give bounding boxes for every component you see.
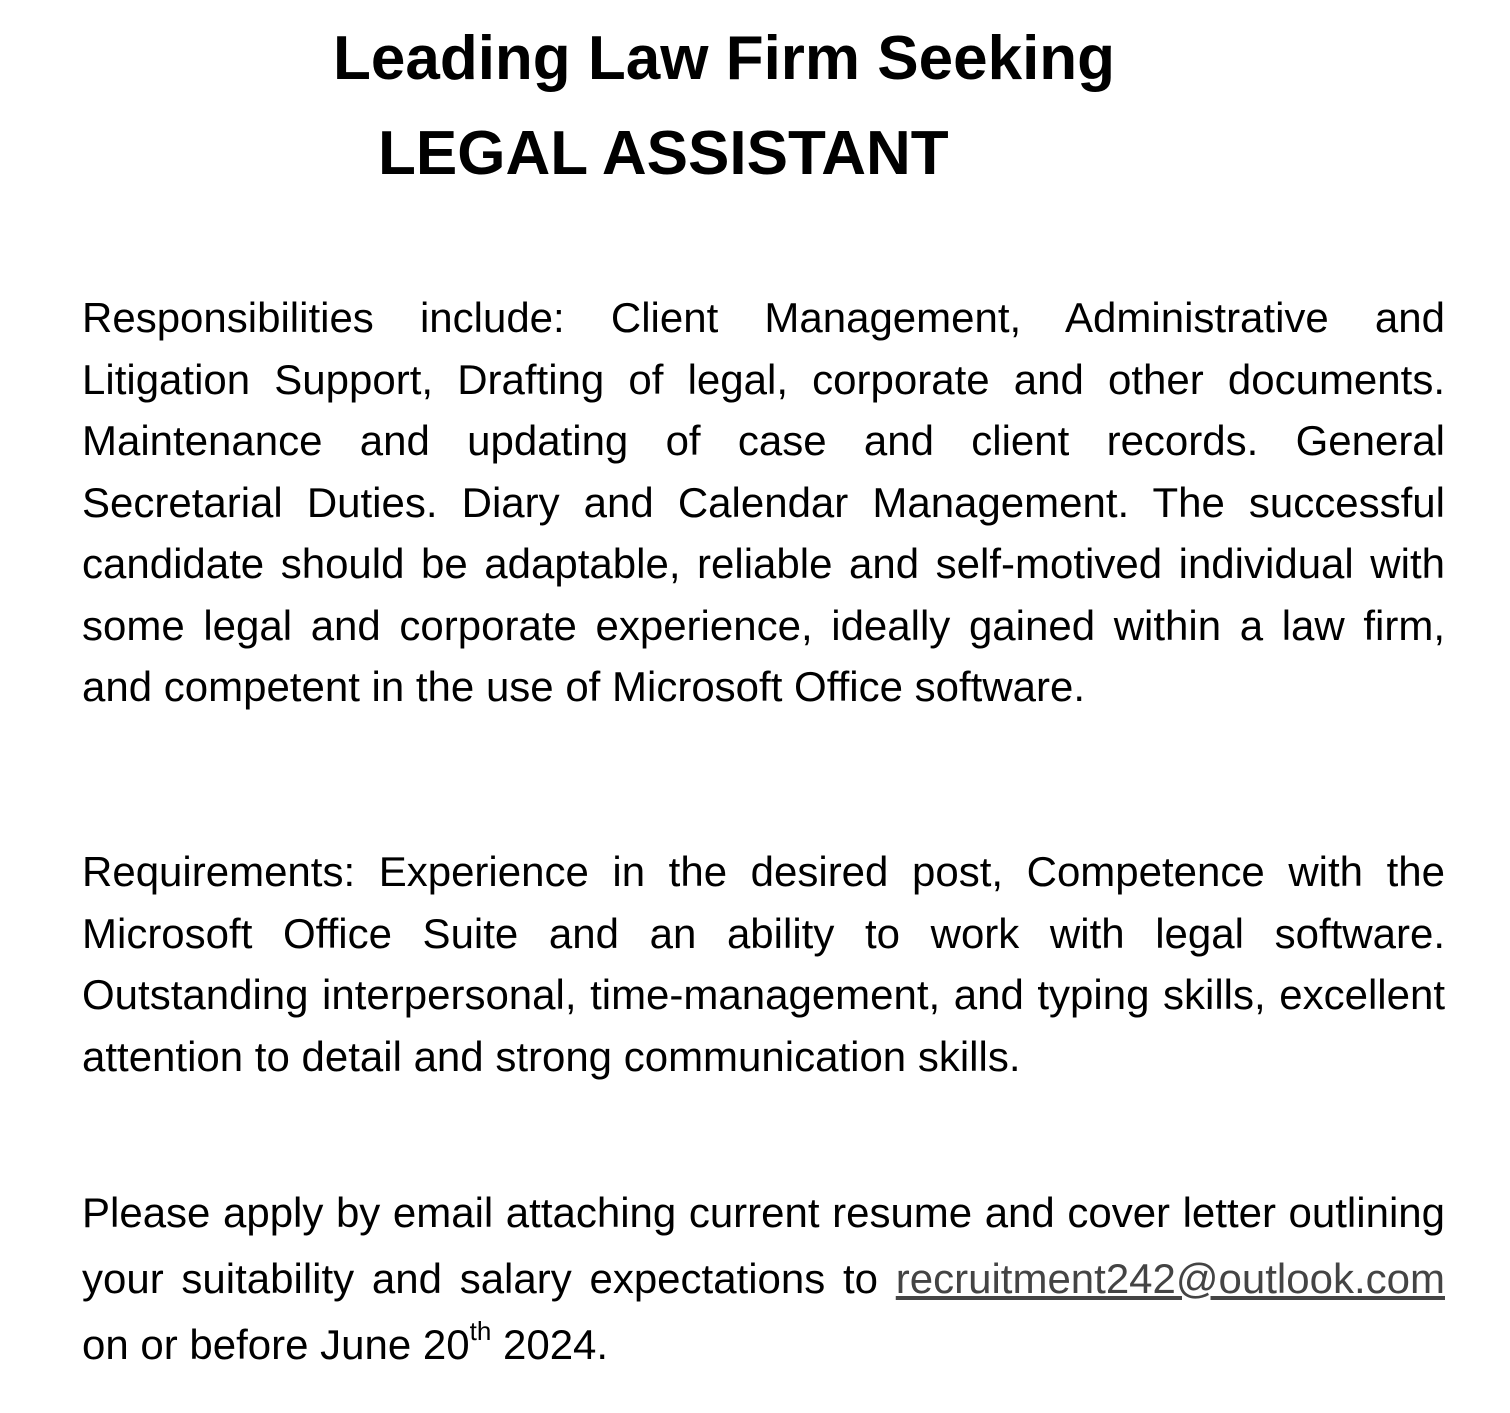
deadline-text: on or before June 20 — [82, 1321, 470, 1368]
title-line-2: LEGAL ASSISTANT — [378, 119, 949, 188]
deadline-ordinal: th — [469, 1316, 492, 1346]
responsibilities-paragraph: Responsibilities include: Client Management, Administrative and Litigation Support, Drafting of legal, corporate and other documents. Maintenance and updating of case and client records. General Secretarial Duties. Diary and Calendar Management. The successful candidate should be adaptable, reliable and self-motived individual with some legal and corporate experience, ideally gained within a law firm, and competent in the use of Microsoft Office software. — [82, 294, 1445, 710]
requirements-paragraph: Requirements: Experience in the desired post, Competence with the Microsoft Office Suite and an ability to work with legal software. Outstanding interpersonal, time-management, and typing skills, excellent attention to detail and strong communication skills. — [82, 848, 1445, 1080]
email-link[interactable]: recruitment242@outlook.com — [895, 1255, 1445, 1302]
apply-paragraph — [82, 1180, 1445, 1378]
apply-text: Please apply by email attaching current resume and cover letter outlining your suitability and salary expectations to — [82, 1189, 1445, 1302]
title-line-1: Leading Law Firm Seeking — [333, 24, 1116, 93]
deadline-year: 2024. — [502, 1321, 609, 1368]
